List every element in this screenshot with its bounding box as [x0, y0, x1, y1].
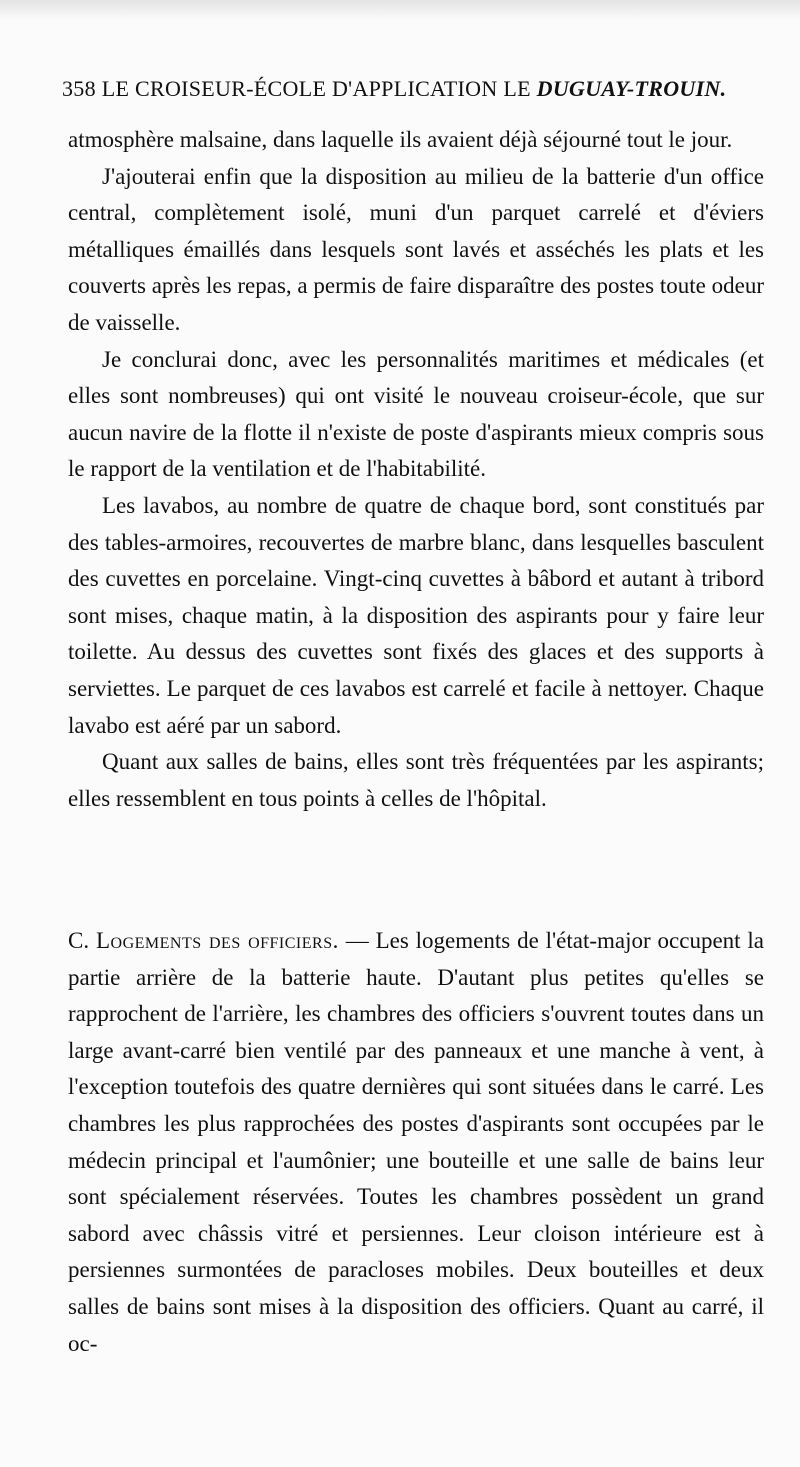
- section-body: Les logements de l'état-major occupent la partie arrière de la batterie haute. D'autant plus petites qu'elles se rapprochent de l'arrière, les chambres des officiers s'ouvrent toutes dans un large avant-carré bien ventilé par des panneaux et une manche à vent, à l'exception toutefois des quatre dernières qui sont situées dans le carré. Les chambres les plus rapprochées des postes d'aspirants sont occupées par le médecin principal et l'aumônier; une bouteille et une salle de bains leur sont spécialement réservées. Toutes les chambres possèdent un grand sabord avec châssis vitré et persiennes. Leur cloison intérieure est à persiennes surmontées de paracloses mobiles. Deux bouteilles et deux salles de bains sont mises à la disposition des officiers. Quant au carré, il oc-: [68, 928, 765, 1356]
- paragraph: Les lavabos, au nombre de quatre de chaque bord, sont constitués par des tables-armoires, recouvertes de marbre blanc, dans lesquelles basculent des cuvettes en porcelaine. Vingt-cinq cuvettes à bâbord et autant à tribord sont mises, chaque matin, à la disposition des aspirants pour y faire leur toilette. Au dessus des cuvettes sont fixés des glaces et des supports à serviettes. Le parquet de ces lavabos est carrelé et facile à nettoyer. Chaque lavabo est aéré par un sabord.: [68, 492, 764, 738]
- scan-edge-shadow: [0, 0, 800, 20]
- section-letter: C.: [68, 928, 90, 953]
- ship-name: DUGUAY-TROUIN.: [536, 76, 727, 101]
- running-header: [62, 76, 752, 102]
- page-number: 358: [62, 76, 96, 101]
- paragraph: Quant aux salles de bains, elles sont très fréquentées par les aspirants; elles ressemblent en tous points à celles de l'hôpital.: [68, 749, 764, 811]
- section-dash: —: [338, 928, 376, 953]
- running-title: LE CROISEUR-ÉCOLE D'APPLICATION LE: [101, 76, 531, 101]
- paragraph: atmosphère malsaine, dans laquelle ils avaient déjà séjourné tout le jour.: [68, 127, 733, 152]
- section-heading: Logements des officiers.: [95, 928, 339, 953]
- body-text: [68, 122, 764, 817]
- paragraph: Je conclurai donc, avec les personnalités maritimes et médicales (et elles sont nombreuses) qui ont visité le nouveau croiseur-école, que sur aucun navire de la flotte il n'existe de poste d'aspirants mieux compris sous le rapport de la ventilation et de l'habitabilité.: [68, 346, 764, 482]
- section-c: [68, 923, 764, 1362]
- section-c-paragraph: [68, 923, 764, 1362]
- paragraph: J'ajouterai enfin que la disposition au milieu de la batterie d'un office central, complètement isolé, muni d'un parquet carrelé et d'éviers métalliques émaillés dans lesquels sont lavés et asséchés les plats et les couverts après les repas, a permis de faire disparaître des postes toute odeur de vaisselle.: [68, 163, 764, 335]
